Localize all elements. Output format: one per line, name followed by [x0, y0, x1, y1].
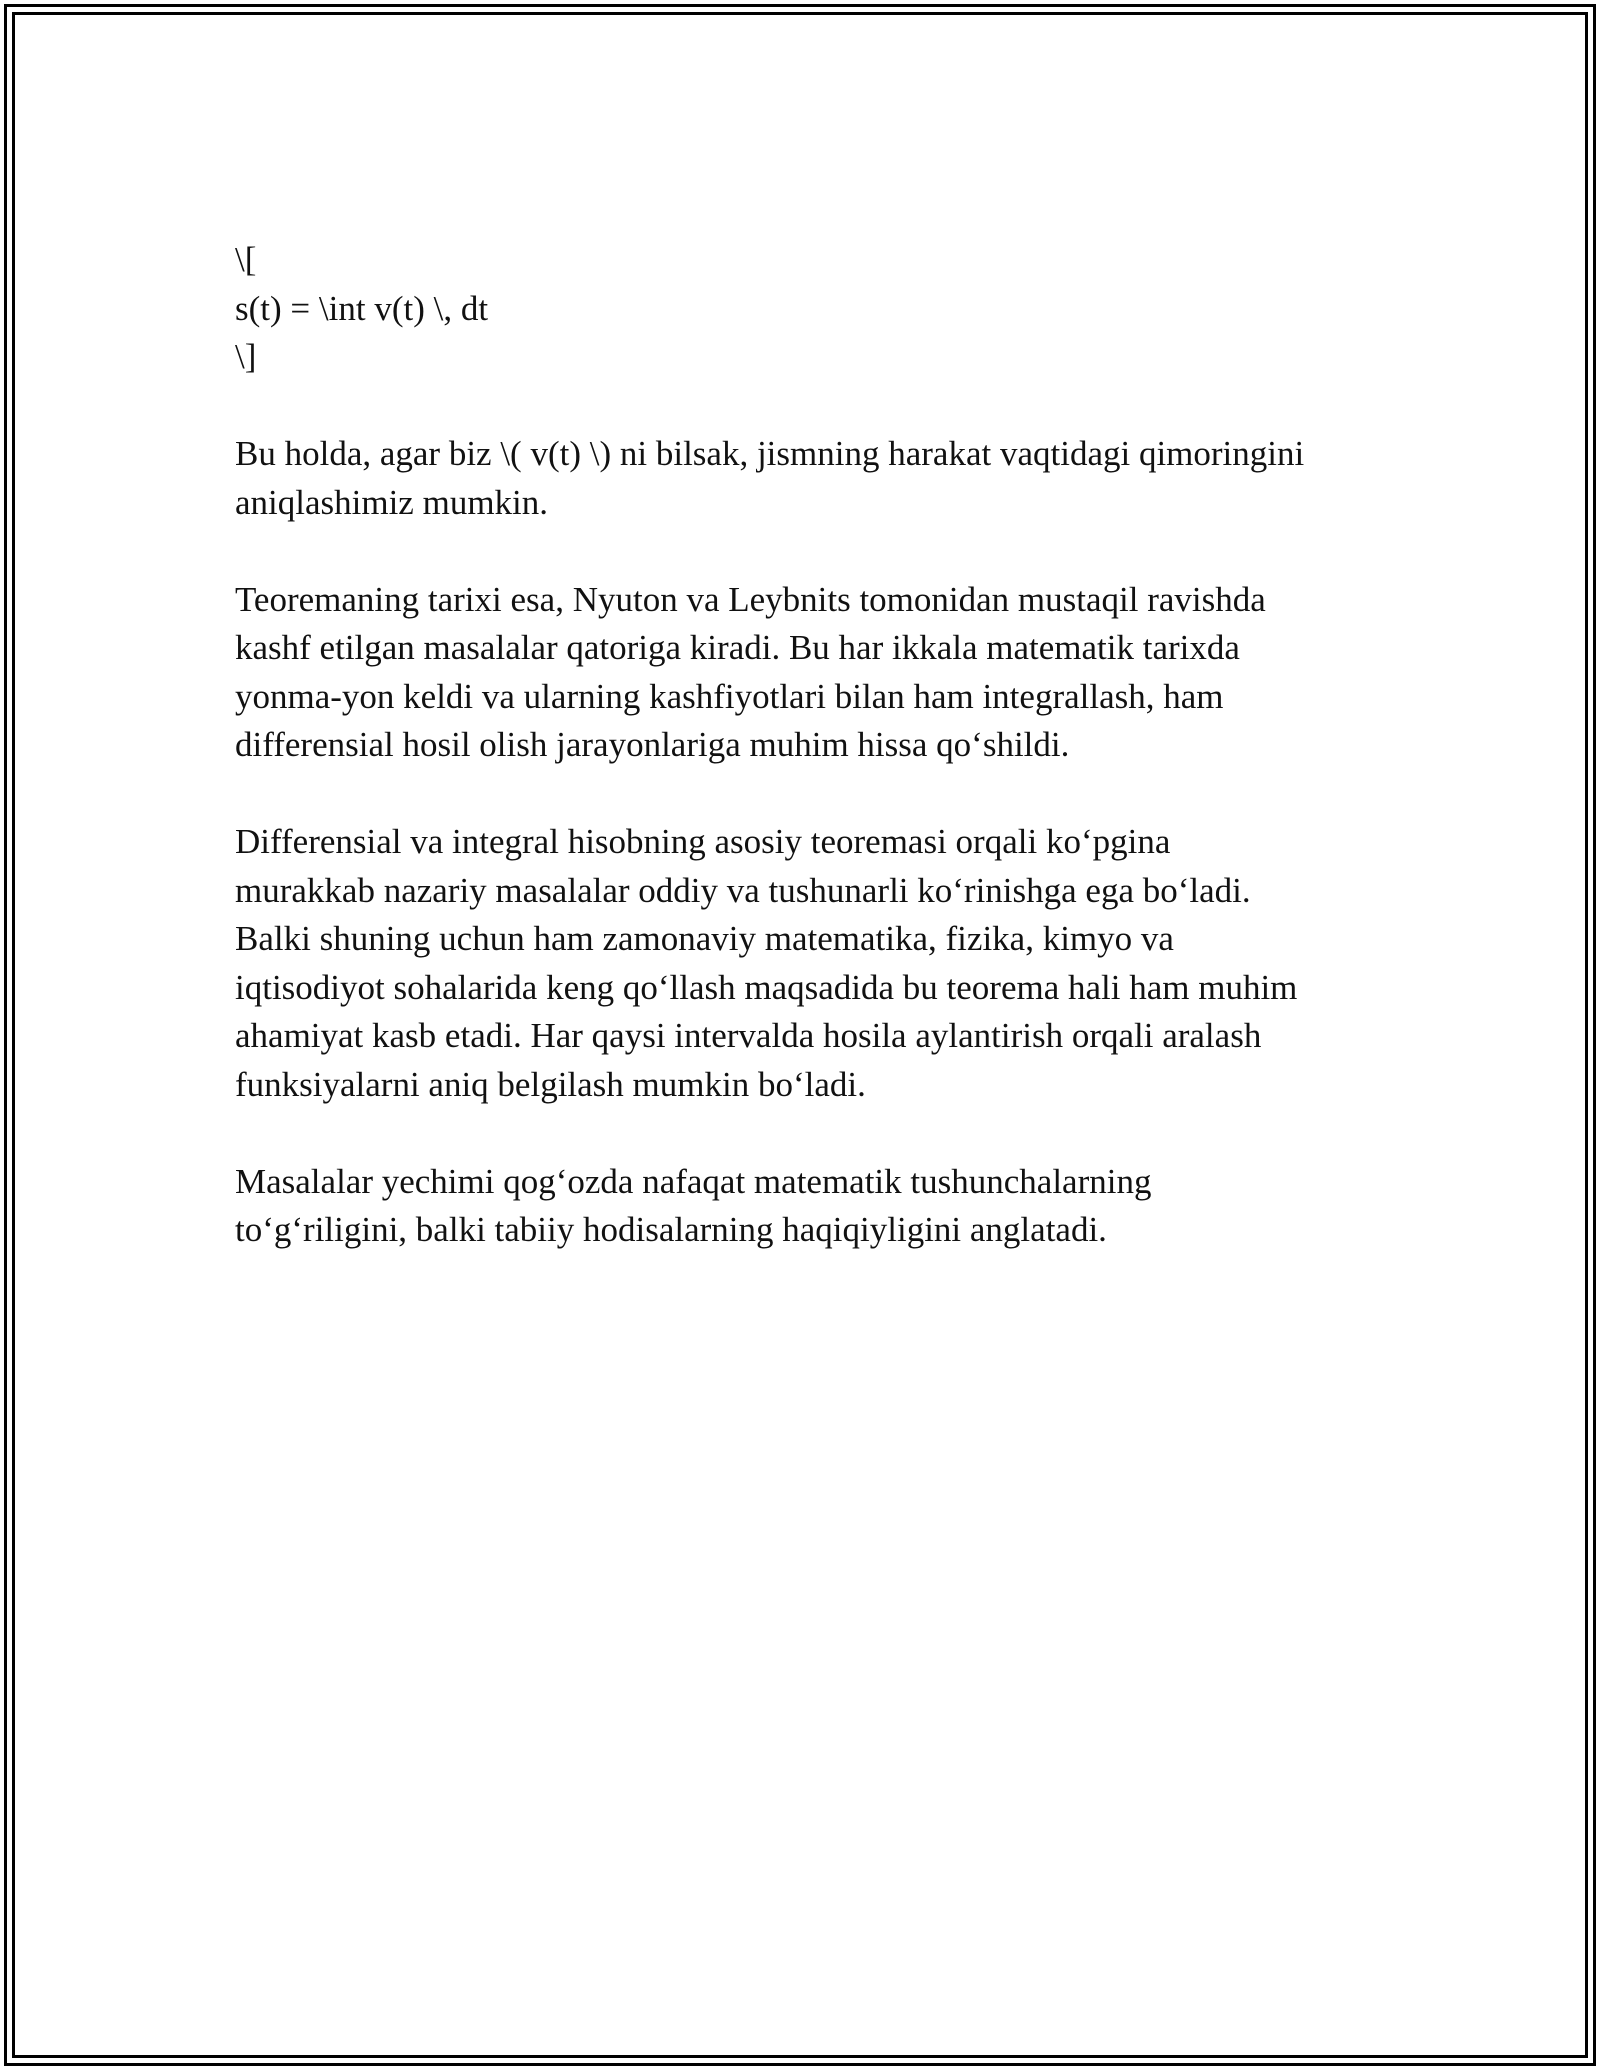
paragraph-history: Teoremaning tarixi esa, Nyuton va Leybnits tomonidan mustaqil ravishda kashf etilgan masalalar qatoriga kiradi. Bu har ikkala matematik tarixda yonma-yon keldi va ularning kashfiyotlari bilan ham integrallash, ham differensial hosil olish jarayonlariga muhim hissa qo‘shildi.: [235, 579, 1266, 764]
paragraph-gap: [235, 527, 1385, 576]
paragraph-gap: [235, 382, 1385, 431]
formula-open: \[: [235, 240, 257, 279]
paragraph-gap: [235, 770, 1385, 819]
paragraph-velocity: Bu holda, agar biz \( v(t) \) ni bilsak, jismning harakat vaqtidagi qimoringini aniqlashimiz mumkin.: [235, 434, 1305, 522]
formula-close: \]: [235, 337, 257, 376]
formula-expression: s(t) = \int v(t) \, dt: [235, 288, 489, 328]
formula-block: [235, 236, 1385, 382]
document-body: [235, 236, 1385, 1255]
paragraph-gap: [235, 1109, 1385, 1158]
paragraph-conclusion: Masalalar yechimi qog‘ozda nafaqat matematik tushunchalarning to‘g‘riligini, balki tabiiy hodisalarning haqiqiyligini anglatadi.: [235, 1161, 1152, 1249]
paragraph-theorem: Differensial va integral hisobning asosiy teoremasi orqali ko‘pgina murakkab nazariy masalalar oddiy va tushunarli ko‘rinishga ega bo‘ladi. Balki shuning uchun ham zamonaviy matematika, fizika, kimyo va iqtisodiyot sohalarida keng qo‘llash maqsadida bu teorema hali ham muhim ahamiyat kasb etadi. Har qaysi intervalda hosila aylantirish orqali aralash funksiyalarni aniq belgilash mumkin bo‘ladi.: [235, 822, 1298, 1104]
